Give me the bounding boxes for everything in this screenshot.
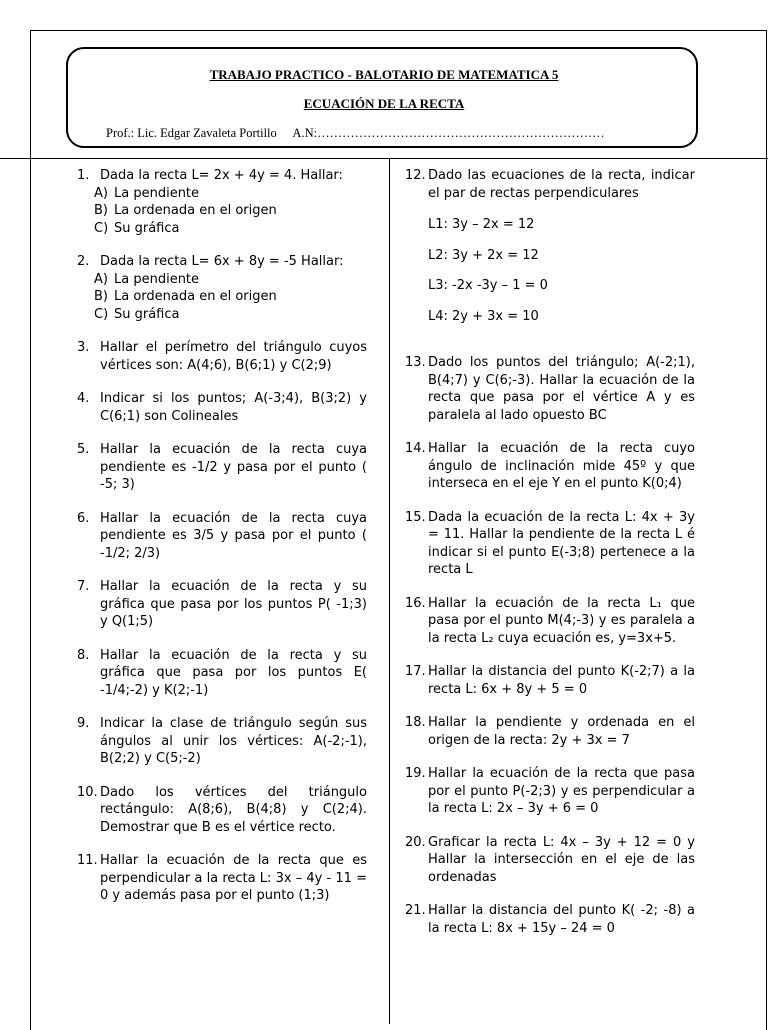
exercise-item — [77, 390, 367, 425]
equation-line: L2: 3y + 2x = 12 — [428, 247, 539, 263]
exercise-text: Indicar si los puntos; A(-3;4), B(3;2) y C(6;1) son Colineales — [100, 391, 367, 424]
exercise-item — [405, 902, 695, 937]
exercise-body — [100, 715, 367, 768]
exercise-text: Dado los puntos del triángulo; A(-2;1), B(4;7) y C(6;-3). Hallar la ecuación de la recta que pasa por el vértice A y es paralela al lado opuesto BC — [428, 355, 695, 423]
subitem-letter: A) — [94, 185, 108, 201]
column-divider — [389, 158, 390, 1024]
exercise-body — [100, 339, 367, 374]
exercise-body — [100, 852, 367, 905]
exercise-subitem — [94, 306, 367, 324]
exercise-body — [100, 390, 367, 425]
exercise-item — [77, 510, 367, 563]
exercise-item — [77, 715, 367, 768]
exercise-number: 16. — [405, 595, 426, 611]
exercise-number: 8. — [77, 647, 90, 663]
exercise-body — [428, 509, 695, 579]
exercise-text: Hallar la distancia del punto K(-2;7) a la recta L: 6x + 8y + 5 = 0 — [428, 664, 695, 697]
subitem-letter: B) — [94, 203, 108, 218]
exercise-text: Hallar la ecuación de la recta y su gráfica que pasa por los puntos E( -1/4;-2) y K(2;-1) — [100, 647, 367, 698]
exercise-number: 17. — [405, 664, 426, 679]
exercise-body — [428, 902, 695, 937]
exercise-text: Hallar la ecuación de la recta y su gráfica que pasa por los puntos P( -1;3) y Q(1;5) — [100, 579, 367, 629]
exercise-number: 15. — [405, 509, 426, 525]
exercise-number: 18. — [405, 715, 426, 730]
professor-name: Prof.: Lic. Edgar Zavaleta Portillo — [106, 126, 277, 140]
exercise-number: 21. — [405, 903, 426, 918]
exercise-body — [428, 167, 695, 338]
subitem-letter: B) — [94, 289, 108, 304]
exercise-text: Hallar la ecuación de la recta cuya pendiente es -1/2 y pasa por el punto ( -5; 3) — [100, 442, 367, 492]
subitem-text: Su gráfica — [114, 220, 180, 236]
exercise-text: Dado las ecuaciones de la recta, indicar el par de rectas perpendiculares — [428, 168, 695, 201]
header-divider — [0, 158, 768, 159]
exercise-text: Hallar la ecuación de la recta cuyo ángulo de inclinación mide 45º y que interseca en el eje Y en el punto K(0;4) — [428, 441, 695, 491]
student-name-field: A.N:…………………………………………………………… — [292, 126, 605, 140]
exercise-number: 11. — [77, 853, 98, 868]
exercise-item — [405, 834, 695, 887]
exercise-body — [100, 441, 367, 494]
exercise-subitem — [94, 202, 367, 220]
exercise-body — [428, 663, 695, 698]
exercise-body — [428, 595, 695, 648]
exercise-item — [77, 167, 367, 237]
exercise-body — [94, 253, 367, 323]
exercise-number: 14. — [405, 441, 426, 456]
exercise-body — [428, 765, 695, 818]
exercise-number: 12. — [405, 168, 426, 183]
exercise-text: Hallar la distancia del punto K( -2; -8) a la recta L: 8x + 15y – 24 = 0 — [428, 903, 695, 936]
exercise-body — [94, 167, 367, 237]
exercise-text: Hallar el perímetro del triángulo cuyos vértices son: A(4;6), B(6;1) y C(2;9) — [100, 340, 367, 373]
exercise-number: 5. — [77, 442, 90, 457]
exercise-text: Hallar la ecuación de la recta que pasa por el punto P(-2;3) y es perpendicular a la recta L: 2x – 3y + 6 = 0 — [428, 766, 695, 816]
right-column — [405, 167, 695, 953]
equation-line: L3: -2x -3y – 1 = 0 — [428, 278, 548, 293]
exercise-text: Hallar la pendiente y ordenada en el origen de la recta: 2y + 3x = 7 — [428, 715, 695, 748]
exercise-subitem — [94, 185, 367, 203]
exercise-number: 2. — [77, 254, 90, 269]
subitem-text: La pendiente — [114, 271, 200, 287]
exercise-item — [77, 578, 367, 631]
exercise-body — [428, 714, 695, 749]
subitem-letter: C) — [94, 306, 109, 322]
exercise-number: 4. — [77, 391, 90, 406]
exercise-subitem — [94, 288, 367, 306]
equation-line: L4: 2y + 3x = 10 — [428, 308, 539, 324]
exercise-item — [77, 784, 367, 837]
exercise-item — [405, 440, 695, 493]
left-column — [77, 167, 367, 921]
exercise-item — [405, 354, 695, 424]
exercise-number: 3. — [77, 340, 90, 355]
exercise-number: 1. — [77, 168, 90, 183]
exercise-body — [100, 647, 367, 700]
subitem-text: La ordenada en el origen — [114, 203, 277, 218]
exercise-number: 13. — [405, 355, 426, 370]
exercise-body — [428, 834, 695, 887]
exercise-text: Graficar la recta L: 4x – 3y + 12 = 0 y Hallar la intersección en el eje de las ordenadas — [428, 834, 695, 885]
exercise-body — [428, 354, 695, 424]
exercise-text: Dada la ecuación de la recta L: 4x + 3y = 11. Hallar la pendiente de la recta L é indicar si el punto E(-3;8) pertenece a la recta L — [428, 509, 695, 577]
professor-line — [106, 126, 605, 141]
exercise-text: Hallar la ecuación de la recta que es perpendicular a la recta L: 3x – 4y - 11 = 0 y además pasa por el punto (1;3) — [100, 853, 367, 903]
exercise-number: 9. — [77, 716, 90, 731]
exercise-item — [405, 663, 695, 698]
exercise-item — [405, 595, 695, 648]
exercise-item — [77, 441, 367, 494]
exercise-item — [77, 647, 367, 700]
subitem-letter: C) — [94, 220, 109, 236]
document-title: TRABAJO PRACTICO - BALOTARIO DE MATEMATICA 5 — [209, 67, 559, 82]
subitem-text: La pendiente — [114, 185, 200, 201]
exercise-item — [405, 509, 695, 579]
exercise-item — [77, 852, 367, 905]
exercise-number: 19. — [405, 766, 426, 781]
exercise-item — [405, 714, 695, 749]
exercise-text: Hallar la ecuación de la recta cuya pendiente es 3/5 y pasa por el punto ( -1/2; 2/3) — [100, 510, 367, 561]
exercise-number: 7. — [77, 579, 90, 594]
exercise-number: 10. — [77, 784, 98, 800]
document-subtitle: ECUACIÓN DE LA RECTA — [303, 96, 465, 111]
exercise-body — [100, 578, 367, 631]
exercise-item — [77, 339, 367, 374]
subitem-text: Su gráfica — [114, 306, 180, 322]
exercise-text: Dada la recta L= 2x + 4y = 4. Hallar: — [100, 168, 343, 183]
exercise-body — [100, 784, 367, 837]
exercise-item — [405, 765, 695, 818]
exercise-body — [428, 440, 695, 493]
exercise-text: Dado los vértices del triángulo rectángulo: A(8;6), B(4;8) y C(2;4). Demostrar que B es el vértice recto. — [100, 784, 367, 835]
subitem-text: La ordenada en el origen — [114, 289, 277, 304]
exercise-body — [100, 510, 367, 563]
exercise-item — [405, 167, 695, 338]
exercise-subitem — [94, 220, 367, 238]
exercise-subitem — [94, 271, 367, 289]
exercise-text: Dada la recta L= 6x + 8y = -5 Hallar: — [100, 254, 344, 269]
exercise-item — [77, 253, 367, 323]
exercise-number: 6. — [77, 510, 90, 526]
exercise-text: Indicar la clase de triángulo según sus ángulos al unir los vértices: A(-2;-1), B(2;2) y C(5;-2) — [100, 716, 367, 766]
subitem-letter: A) — [94, 271, 108, 287]
exercise-number: 20. — [405, 834, 426, 850]
exercise-text: Hallar la ecuación de la recta L₁ que pasa por el punto M(4;-3) y es paralela a la recta L₂ cuya ecuación es, y=3x+5. — [428, 595, 695, 646]
equation-line: L1: 3y – 2x = 12 — [428, 217, 535, 232]
